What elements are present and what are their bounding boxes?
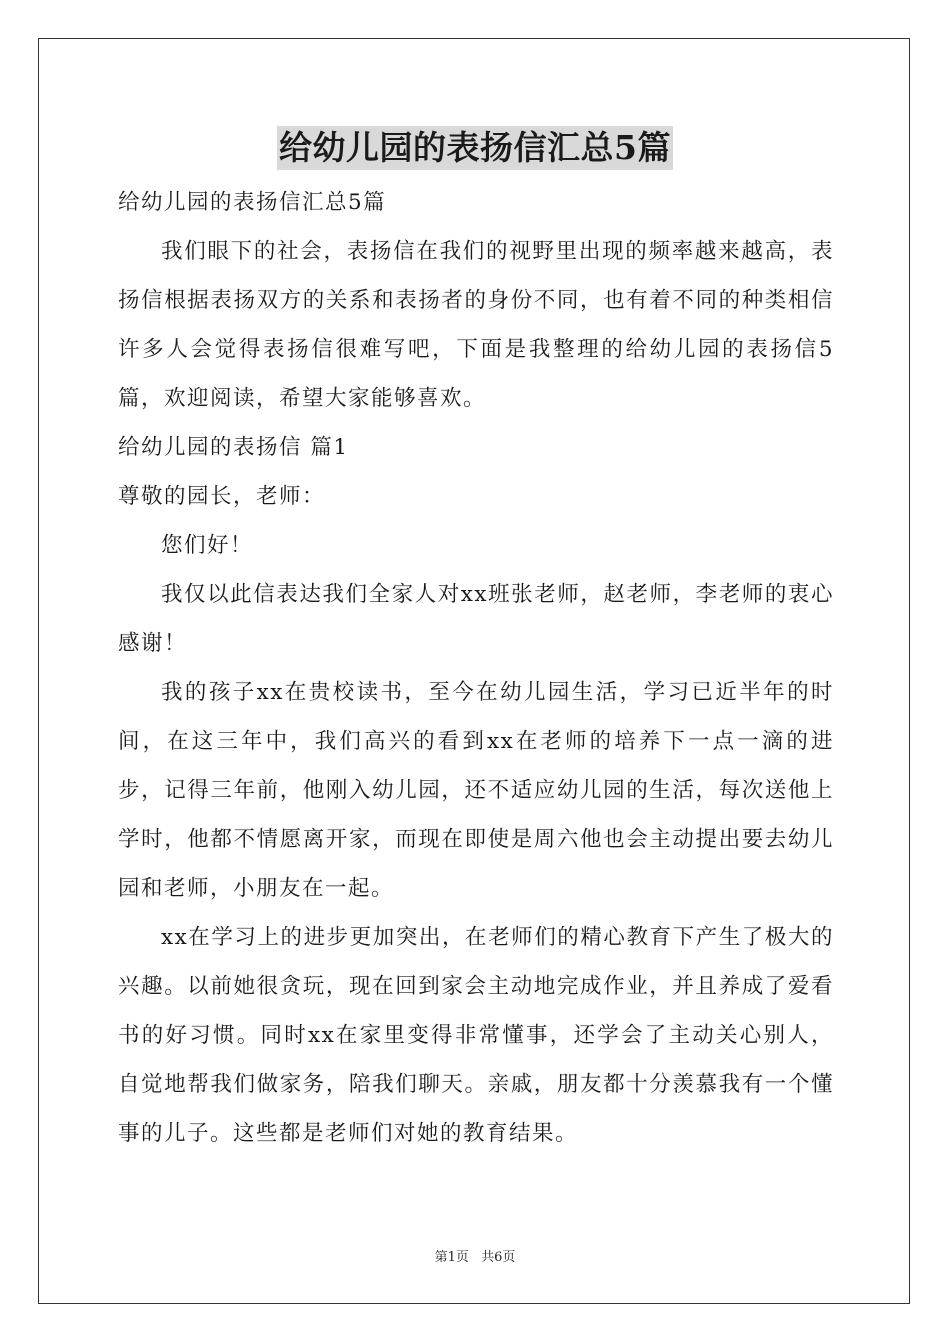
intro-paragraph: 我们眼下的社会，表扬信在我们的视野里出现的频率越来越高，表扬信根据表扬双方的关系和表扬者的身份不同，也有着不同的种类相信许多人会觉得表扬信很难写吧，下面是我整理的给幼儿园的表扬信5篇，欢迎阅读，希望大家能够喜欢。 — [118, 239, 834, 411]
body-paragraph: 我的孩子xx在贵校读书，至今在幼儿园生活，学习已近半年的时间，在这三年中，我们高兴的看到xx在老师的培养下一点一滴的进步，记得三年前，他刚入幼儿园，还不适应幼儿园的生活，每次送他上学时，他都不情愿离开家，而现在即使是周六他也会主动提出要去幼儿园和老师，小朋友在一起。 — [118, 680, 834, 901]
section-heading: 给幼儿园的表扬信 篇1 — [118, 435, 349, 460]
page-footer — [0, 1246, 950, 1265]
page-total: 共6页 — [481, 1250, 516, 1265]
body-paragraph: 我仅以此信表达我们全家人对xx班张老师，赵老师，李老师的衷心感谢！ — [118, 582, 834, 656]
document-body — [118, 178, 834, 1158]
document-title: 给幼儿园的表扬信汇总5篇 — [277, 126, 673, 170]
body-paragraph: xx在学习上的进步更加突出，在老师们的精心教育下产生了极大的兴趣。以前她很贪玩，现在回到家会主动地完成作业，并且养成了爱看书的好习惯。同时xx在家里变得非常懂事，还学会了主动关心别人，自觉地帮我们做家务，陪我们聊天。亲戚，朋友都十分羡慕我有一个懂事的儿子。这些都是老师们对她的教育结果。 — [118, 925, 834, 1146]
document-subtitle: 给幼儿园的表扬信汇总5篇 — [118, 190, 387, 215]
greeting: 您们好！ — [161, 533, 254, 558]
title-container — [0, 126, 950, 170]
page-number: 第1页 — [434, 1250, 469, 1265]
salutation: 尊敬的园长，老师： — [118, 484, 326, 509]
